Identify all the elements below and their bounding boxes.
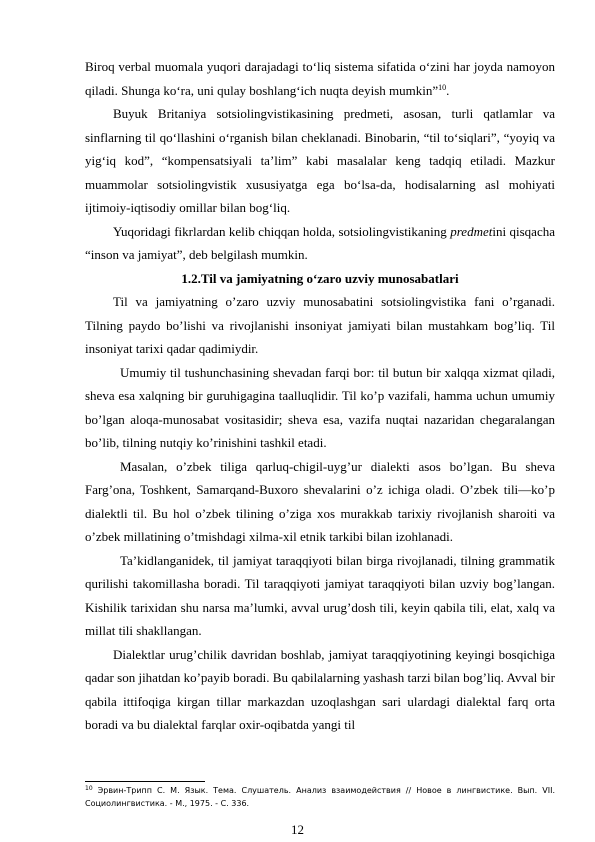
paragraph-3-emphasis: predmet bbox=[450, 223, 493, 239]
paragraph-1 bbox=[85, 55, 555, 102]
paragraph-4: Til va jamiyatning o’zaro uzviy munosabatini sotsiolingvistika fani o’rganadi. Tilning paydo bo’lishi va rivojlanishi insoniyat jamiyati bilan mustahkam bog’liq. Til insoniyat tarixi qadar qadimiydir. bbox=[85, 294, 555, 356]
paragraph-3-text-a: Yuqoridagi fikrlardan kelib chiqqan holda, sotsiolingvistikaning bbox=[113, 223, 451, 239]
footnote-text: Эрвин-Трипп С. М. Язык. Тема. Слушатель. Анализ взаимодействия // Новое в лингвистике. Вып. VII. Социолингвистика. - М., 1975. - С. 336. bbox=[85, 786, 555, 808]
footnote-reference[interactable]: 10 bbox=[438, 82, 447, 92]
paragraph-6: Masalan, o’zbek tiliga qarluq-chigil-uyg’ur dialekti asos bo’lgan. Bu sheva Farg’ona, Toshkent, Samarqand-Buxoro shevalarini o’z ichiga oladi. O’zbek tili—ko’p dialektli til. Bu hol o’zbek tilining o’ziga xos murakkab tarixiy rivojlanish sharoiti va o’zbek millatining o’tmishdagi xilma-xil etnik tarkibi bilan izohlanadi. bbox=[85, 458, 555, 544]
paragraph-1-text: Biroq verbal muomala yuqori darajadagi to‘liq sistema sifatida o‘zini har joyda namoyon qiladi. Shunga ko‘ra, uni qulay boshlang‘ich nuqta deyish mumkin” bbox=[85, 59, 555, 98]
footnote bbox=[85, 784, 555, 810]
paragraph-1-end: . bbox=[446, 82, 450, 98]
paragraph-5: Umumiy til tushunchasining shevadan farqi bor: til butun bir xalqqa xizmat qiladi, sheva esa xalqning bir guruhigagina taalluqlidir. Til ko’p vazifali, hamma uchun umumiy bo’lgan aloqa-munosabat vositasidir; sheva esa, vazifa nuqtai nazaridan chegaralangan bo’lib, tilning nutqiy ko’rinishini tashkil etadi. bbox=[85, 364, 555, 450]
paragraph-2: Buyuk Britaniya sotsiolingvistikasining predmeti, asosan, turli qatlamlar va sinflarning til qo‘llashini o‘rganish bilan cheklanadi. Binobarin, “til to‘siqlari”, “yoyiq va yig‘iq kod”, “kompensatsiyali ta’lim” kabi masalalar keng tadqiq etiladi. Mazkur muammolar sotsiolingvistik xususiyatga ega bo‘lsa-da, hodisalarning asl mohiyati ijtimoiy-iqtisodiy omillar bilan bog‘liq. bbox=[85, 106, 555, 215]
paragraph-3-text-b: ini qisqacha “inson va jamiyat”, deb belgilash mumkin. bbox=[85, 223, 555, 262]
paragraph-8: Dialektlar urug’chilik davridan boshlab, jamiyat taraqqiyotining keyingi bosqichiga qadar son jihatdan ko’payib boradi. Bu qabilalarning yashash tarzi bilan bog’liq. Avval bir qabila ittifoqiga kirgan tillar markazdan uzoqlashgan sari ulardagi dialektal farq orta boradi va bu dialektal farqlar oxir-oqibatda yangi til bbox=[85, 646, 555, 732]
footnote-number: 10 bbox=[85, 785, 93, 792]
paragraph-7: Ta’kidlanganidek, til jamiyat taraqqiyoti bilan birga rivojlanadi, tilning grammatik qurilishi takomillasha boradi. Til taraqqiyoti jamiyat taraqqiyoti bilan uzviy bog’langan. Kishilik tarixidan shu narsa ma’lumki, avval urug’dosh tili, keyin qabila tili, elat, xalq va millat tili shakllangan. bbox=[85, 552, 555, 638]
page-number: 12 bbox=[291, 822, 304, 837]
section-heading: 1.2.Til va jamiyatning o‘zaro uzviy munosabatlari bbox=[181, 270, 459, 286]
paragraph-3 bbox=[85, 220, 555, 267]
footnote-divider bbox=[85, 781, 205, 782]
body-text bbox=[85, 55, 555, 737]
